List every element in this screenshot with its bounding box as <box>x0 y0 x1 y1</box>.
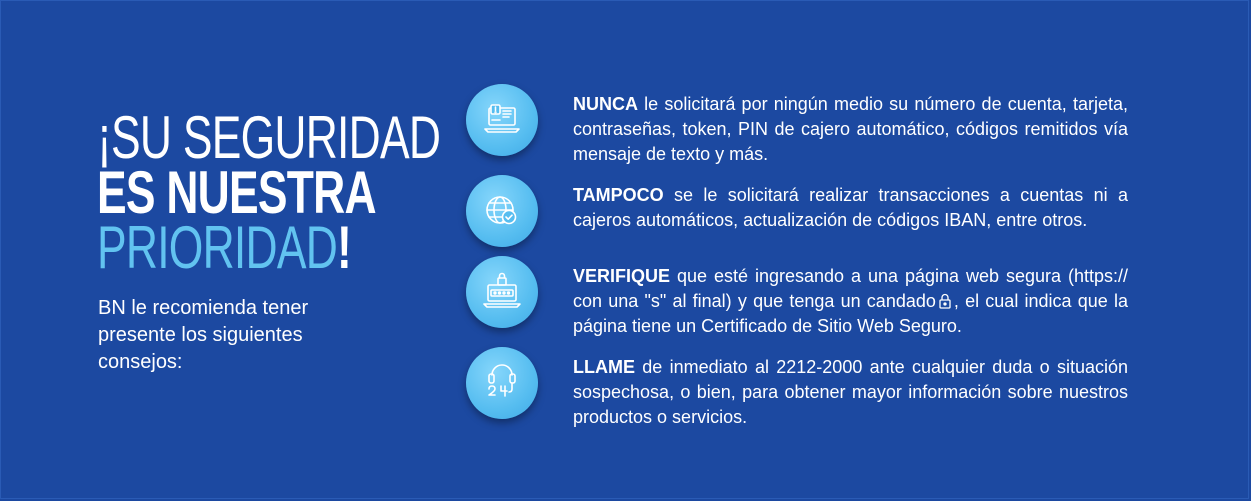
headline-line-1: ¡SU SEGURIDAD <box>97 104 441 171</box>
laptop-password-lock-icon <box>466 256 538 328</box>
tip-text <box>573 92 1128 167</box>
subtitle: BN le recomienda tener presente los siguientes consejos: <box>98 297 309 373</box>
tip-body-continued: , el cual indica que la página tiene un Certificado de Sitio Web Seguro. <box>573 291 1129 336</box>
padlock-icon <box>938 293 952 309</box>
tip-text <box>573 264 1128 339</box>
headline-line-2: ES NUESTRA <box>97 159 376 226</box>
tip-body: que esté ingresando a una página web segura (https:// con una "s" al final) y que tenga un candado <box>573 266 1128 311</box>
tip-keyword: VERIFIQUE <box>573 266 671 286</box>
tip-body: de inmediato al 2212-2000 ante cualquier duda o situación sospechosa, o bien, para obtener mayor información sobre nuestros productos o servicios. <box>573 357 1128 427</box>
headline-line-3 <box>97 214 440 281</box>
laptop-alert-icon <box>466 84 538 156</box>
phone-24h-icon <box>466 347 538 419</box>
headline-exclamation: ! <box>337 214 352 281</box>
tip-keyword: LLAME <box>573 357 635 377</box>
headline <box>97 104 441 281</box>
tip-text <box>573 183 1128 233</box>
globe-check-icon <box>466 175 538 247</box>
headline-line-3-word: PRIORIDAD <box>97 214 338 281</box>
tip-keyword: NUNCA <box>573 94 638 114</box>
tip-body: se le solicitará realizar transacciones a cuentas ni a cajeros automáticos, actualización de códigos IBAN, entre otros. <box>573 185 1128 230</box>
tip-keyword: TAMPOCO <box>573 185 664 205</box>
tip-text <box>573 355 1128 430</box>
tip-body: le solicitará por ningún medio su número de cuenta, tarjeta, contraseñas, token, PIN de cajero automático, códigos remitidos vía mensaje de texto y más. <box>573 94 1128 164</box>
